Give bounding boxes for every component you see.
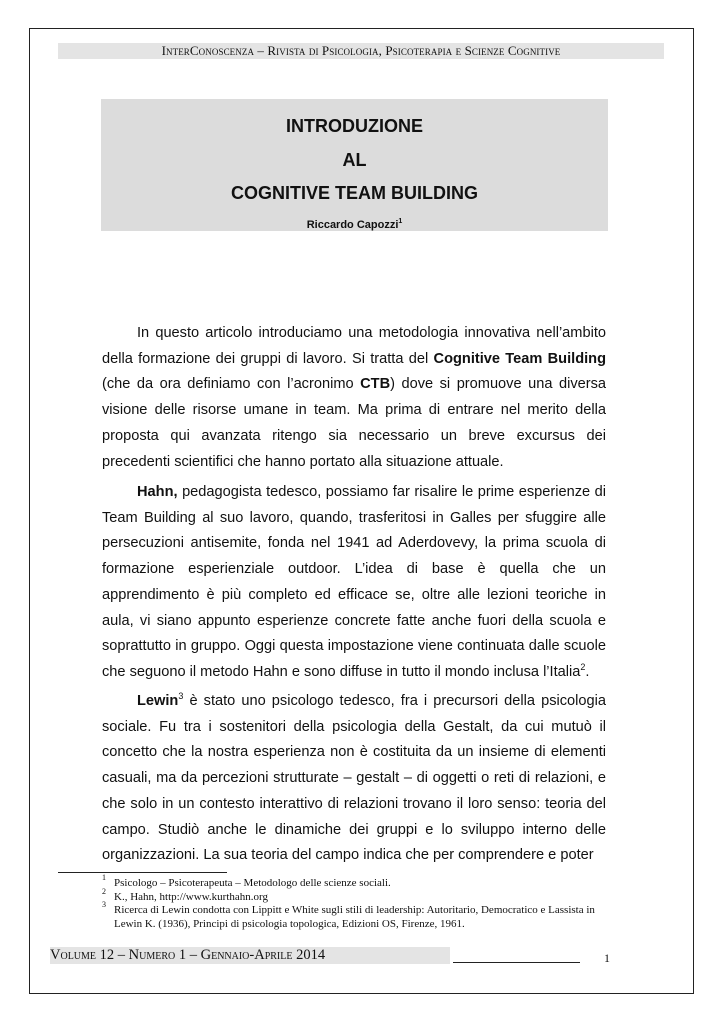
footnotes <box>102 873 622 931</box>
p1-text-e: ) dove si promuove una diversa visione delle risorse umane in team. Ma prima di entrare nel merito della proposta qui avanzata ritengo sia necessario un breve excursus dei precedenti scientifici che hanno portato alla situazione attuale. <box>102 376 607 470</box>
title-line-3: COGNITIVE TEAM BUILDING <box>231 183 478 203</box>
p3-bold-name: Lewin <box>137 693 179 709</box>
footnote-1 <box>102 873 622 891</box>
running-header: InterConoscenza – Rivista di Psicologia, Psicoterapia e Scienze Cognitive <box>58 43 664 59</box>
p2-text: pedagogista tedesco, possiamo far risalire le prime esperienze di Team Building al suo lavoro, quando, trasferitosi in Galles per sfuggire alle persecuzioni antisemite, fonda nel 1941 ad Aderdovevy, la prima scuola di formazione esperienziale outdoor. L’idea di base è quella che un apprendimento è più completo ed efficace se, oltre alle lezioni teoriche in aula, vi siano appunto esperienze concrete fatte anche fuori della scuola e soprattutto in gruppo. Oggi questa impostazione viene continuata dalle scuole che seguono il metodo Hahn e sono diffuse in tutto il mondo inclusa l’Italia <box>102 484 606 680</box>
body-paragraph-1 <box>102 321 606 475</box>
body-paragraph-3 <box>102 689 606 869</box>
p1-text-a: In questo articolo introduciamo una metodologia innovativa nell’ambito della formazione dei gruppi di lavoro. Si tratta del <box>102 325 606 367</box>
footnote-1-text: Psicologo – Psicoterapeuta – Metodologo delle scienze sociali. <box>114 877 391 889</box>
footnote-separator <box>58 872 227 873</box>
author-name: Riccardo Capozzi <box>306 219 399 231</box>
footer-rule <box>453 962 580 963</box>
footnote-2 <box>102 886 622 905</box>
p2-bold-name: Hahn, <box>137 484 178 500</box>
p3-text: è stato uno psicologo tedesco, fra i precursori della psicologia sociale. Fu tra i sostenitori della psicologia della Gestalt, da cui mutuò il concetto che la nostra esperienza non è costituita da un insieme di elementi casuali, ma da percezioni strutturate – gestalt – di oggetti o reti di relazioni, e che solo in un contesto interattivo di relazioni trovano il loro senso: teoria del campo. Studiò anche le dinamiche dei gruppi e lo sviluppo interno delle organizzazioni. La sua teoria del campo indica che per comprendere e poter <box>102 693 606 864</box>
p2-text-end: . <box>585 663 590 680</box>
running-footer: Volume 12 – Numero 1 – Gennaio-Aprile 2014 <box>50 947 450 964</box>
footnote-3-text: Ricerca di Lewin condotta con Lippitt e White sugli stili di leadership: Autoritario, Democratico e Lassista in Lewin K. (1936), Principi di psicologia topologica, Edizioni OS, Firenze, 1961. <box>114 904 595 930</box>
page-number: 1 <box>604 951 610 965</box>
p1-bold-acronym: CTB <box>360 376 391 393</box>
p3-footnote-ref: 3 <box>178 691 184 701</box>
footnote-1-num: 1 <box>102 873 106 882</box>
author-footnote-ref: 1 <box>398 218 403 225</box>
author <box>101 215 608 232</box>
p1-text-c: (che da ora definiamo con l’acronimo <box>102 376 361 393</box>
footnote-3 <box>102 900 622 931</box>
body-paragraph-2 <box>102 480 606 686</box>
title-line-1: INTRODUZIONE <box>286 116 423 136</box>
footnote-2-text: K., Hahn, http://www.kurthahn.org <box>114 890 268 903</box>
footnote-2-num: 2 <box>102 886 106 896</box>
footnote-3-num: 3 <box>102 900 106 909</box>
title-box <box>101 99 608 231</box>
p1-bold-ctb-name: Cognitive Team Building <box>433 350 606 367</box>
title-line-2: AL <box>342 150 367 170</box>
p2-footnote-ref: 2 <box>580 661 586 672</box>
